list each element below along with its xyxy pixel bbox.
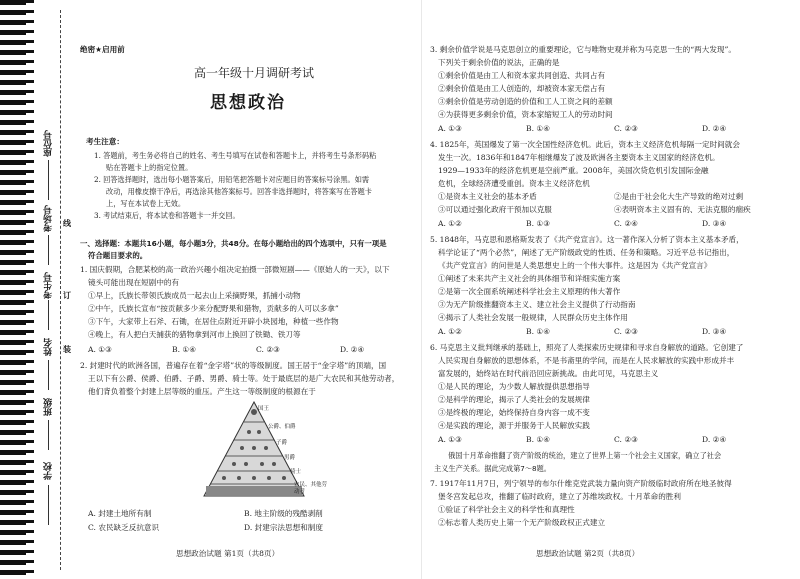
- page-right: [426, 0, 794, 579]
- barcode-stripes: [0, 0, 26, 579]
- section-header-cont: 符合题目要求的。: [88, 251, 148, 260]
- exam-room-label: 考场号: [44, 205, 54, 232]
- q6-option-b[interactable]: B. ①④: [526, 435, 551, 444]
- note-line: 贴在答题卡上的指定位置。: [106, 163, 193, 172]
- q2-stem: 他们背负着整个封建上层等级的重压。产生这一等级制度的根源在于: [88, 387, 316, 396]
- q3-item: ①剩余价值是由工人和资本家共同创造、共同占有: [438, 71, 606, 80]
- seat-number-label: 座位号: [44, 130, 54, 157]
- q2-stem: 2. 封建时代的欧洲各国，普遍存在着“金字塔”状的等级制度。国王居于“金字塔”的顶端，国: [80, 361, 387, 370]
- q7-stem: 堡冬宫发起总攻，推翻了临时政府，建立了苏维埃政权。十月革命的胜利: [438, 492, 681, 501]
- q3-option-a[interactable]: A. ①③: [438, 124, 462, 133]
- passage-text: 主义生产关系。据此完成第7～8题。: [434, 464, 551, 473]
- q5-option-b[interactable]: B. ①④: [526, 327, 551, 336]
- q3-item: ②剩余价值是由工人创造的，却被资本家无偿占有: [438, 84, 606, 93]
- q1-option-a[interactable]: A. ①③: [88, 345, 112, 354]
- pyramid-label-peasants: 农民、其他劳动者: [294, 482, 328, 495]
- q4-item: ④表明资本主义固有的、无法克服的痼疾: [614, 205, 751, 214]
- q5-option-d[interactable]: D. ③④: [702, 327, 727, 336]
- q6-option-c[interactable]: C. ②③: [614, 435, 638, 444]
- page-footer: 思想政治试题 第1页（共8页）: [176, 549, 280, 558]
- q1-option-c[interactable]: C. ②③: [256, 345, 280, 354]
- subject-title: 思想政治: [210, 93, 286, 113]
- q4-stem: 1929—1933年的经济危机更是空前严重。2008年，美国次贷危机引发国际金融: [438, 166, 709, 175]
- q6-option-a[interactable]: A. ①③: [438, 435, 462, 444]
- q7-item: ②标志着人类历史上第一个无产阶级政权正式建立: [438, 518, 606, 527]
- q4-option-c[interactable]: C. ②④: [614, 219, 638, 228]
- q3-option-b[interactable]: B. ①④: [526, 124, 551, 133]
- exam-room-blank[interactable]: [48, 235, 49, 265]
- q4-item: ③可以通过强化政府干预加以克服: [438, 205, 552, 214]
- q7-item: ①验证了科学社会主义的科学性和真理性: [438, 505, 575, 514]
- q4-stem: 发生一次。1836年和1847年相继爆发了波及欧洲各主要资本主义国家的经济危机。: [438, 153, 720, 162]
- page-divider: [421, 0, 422, 579]
- note-line: 上，写在本试卷上无效。: [106, 199, 186, 208]
- q4-stem: 4. 1825年，英国爆发了第一次全国性经济危机。此后，资本主义经济危机每隔一定时间就会: [430, 140, 740, 149]
- note-line: 2. 回答选择题时，选出每小题答案后，用铅笔把答题卡对应题目的答案标号涂黑。如需: [94, 175, 370, 184]
- confidential-mark: 绝密★启用前: [80, 45, 125, 54]
- q1-item: ②中午，氏族长宣布“按贡献多少来分配野果和猎物，贡献多的人可以多拿”: [88, 304, 339, 313]
- q5-stem: 《共产党宣言》的问世是人类思想史上的一个伟大事件。这是因为《共产党宣言》: [438, 261, 712, 270]
- q6-item: ③是终极的理论，始终保持自身内容一成不变: [438, 408, 590, 417]
- note-line: 改动，用橡皮擦干净后，再选涂其他答案标号。回答非选择题时，将答案写在答题卡: [106, 187, 372, 196]
- q1-option-b[interactable]: B. ①④: [172, 345, 197, 354]
- student-number-blank[interactable]: [48, 300, 49, 330]
- q5-item: ③为无产阶级推翻资本主义、建立社会主义提供了行动指南: [438, 300, 636, 309]
- q4-item: ②是由于社会化大生产导致的绝对过剩: [614, 192, 744, 201]
- class-blank[interactable]: [48, 420, 49, 450]
- class-label: 班级: [44, 398, 54, 416]
- binding-dashed-line: [60, 10, 61, 570]
- q7-stem: 7. 1917年11月7日，列宁领导的布尔什维克党武装力量向资产阶级临时政府所在地圣彼得: [430, 479, 732, 488]
- q2-stem: 王以下有公爵、侯爵、伯爵、子爵、男爵、骑士等。处于最底层的是广大农民和其他劳动者，: [88, 374, 400, 383]
- q4-option-d[interactable]: D. ③④: [702, 219, 727, 228]
- binding-mark-pack: 装: [63, 344, 71, 354]
- q6-item: ②是科学的理论，揭示了人类社会的发展规律: [438, 395, 590, 404]
- barcode-stripes-inner: [26, 0, 34, 579]
- q4-stem: 危机，全球经济遭受重创。资本主义经济危机: [438, 179, 590, 188]
- school-label: 学校: [44, 462, 54, 480]
- q3-item: ④为获得更多剩余价值，资本家缩短工人的劳动时间: [438, 110, 613, 119]
- q3-stem: 下列关于剩余价值的说法，正确的是: [438, 58, 560, 67]
- q5-item: ①阐述了未来共产主义社会的具体细节和详细实施方案: [438, 274, 621, 283]
- name-label: 姓名: [44, 338, 54, 356]
- pyramid-label-viscounts: 子爵: [276, 440, 288, 446]
- q5-stem: 5. 1848年，马克思和恩格斯发表了《共产党宣言》。这一著作深入分析了资本主义基本矛盾，: [430, 235, 744, 244]
- pyramid-label-dukes: 公爵、伯爵: [268, 424, 296, 430]
- q6-option-d[interactable]: D. ②④: [702, 435, 727, 444]
- q1-option-d[interactable]: D. ②④: [340, 345, 365, 354]
- q1-item: ①早上，氏族长带领氏族成员一起去山上采摘野果，抓捕小动物: [88, 291, 301, 300]
- q3-item: ③剩余价值是劳动创造的价值和工人工资之间的差额: [438, 97, 613, 106]
- q5-option-a[interactable]: A. ①②: [438, 327, 462, 336]
- seat-number-blank[interactable]: [48, 160, 49, 200]
- q6-item: ①是人民的理论，为少数人解放提供思想指导: [438, 382, 590, 391]
- q4-option-a[interactable]: A. ①②: [438, 219, 462, 228]
- pyramid-label-knights: 骑士: [290, 469, 302, 475]
- q3-option-c[interactable]: C. ②③: [614, 124, 638, 133]
- page-footer: 思想政治试题 第2页（共8页）: [536, 549, 640, 558]
- q3-stem: 3. 剩余价值学说是马克思创立的重要理论，它与唯物史观并称为马克思一生的“两大发现”。: [430, 45, 736, 54]
- passage-text: 俄国十月革命推翻了资产阶级的统治，建立了世界上第一个社会主义国家，确立了社会: [448, 451, 722, 460]
- student-number-label: 考生号: [44, 272, 54, 299]
- q1-stem: 1. 国庆假期，合肥某校的高一政治兴趣小组决定拍摄一部微短剧——《原始人的一天》，以下: [80, 265, 390, 274]
- school-blank[interactable]: [48, 485, 49, 525]
- note-line: 3. 考试结束后，将本试卷和答题卡一并交回。: [94, 211, 240, 220]
- q2-option-d[interactable]: D. 封建宗法思想和制度: [244, 523, 323, 532]
- q6-stem: 6. 马克思主义批判继承的基础上，照亮了人类探索历史规律和寻求自身解放的道路。它创建了: [430, 343, 744, 352]
- q6-stem: 人民实现自身解放的思想体系，不是书斋里的学问，而是在人民求解放的实践中形成并丰: [438, 356, 735, 365]
- q4-item: ①是资本主义社会的基本矛盾: [438, 192, 537, 201]
- q2-option-c[interactable]: C. 农民缺乏反抗意识: [88, 523, 160, 532]
- section-header: 一、选择题：本题共16小题，每小题3分，共48分。在每小题给出的四个选项中，只有一项是: [80, 239, 387, 248]
- q5-stem: 科学论证了“两个必然”，阐述了无产阶级政党的性质、任务和策略。习近平总书记指出，: [438, 248, 735, 257]
- q2-option-b[interactable]: B. 地主阶级的残酷剥削: [244, 509, 323, 518]
- q5-item: ②是第一次全面系统阐述科学社会主义原理的伟大著作: [438, 287, 621, 296]
- q1-item: ③下午，大家带上石斧、石锄，在居住点附近开辟小块园地，种植一些作物: [88, 317, 339, 326]
- q3-option-d[interactable]: D. ②④: [702, 124, 727, 133]
- q5-option-c[interactable]: C. ②③: [614, 327, 638, 336]
- exam-title: 高一年级十月调研考试: [194, 66, 315, 80]
- notes-title: 考生注意：: [86, 137, 124, 146]
- page-left: [76, 0, 420, 579]
- q2-option-a[interactable]: A. 封建土地所有制: [88, 509, 152, 518]
- binding-margin: [0, 0, 72, 579]
- binding-mark-line: 线: [63, 218, 71, 228]
- q6-stem: 富发展的，始终站在时代前沿回应新挑战。由此可见，马克思主义: [438, 369, 659, 378]
- pyramid-label-barons: 男爵: [284, 455, 296, 461]
- q6-item: ④是实践的理论，源于并服务于人民解放实践: [438, 421, 590, 430]
- pyramid-label-king: 国王: [258, 406, 270, 412]
- q1-item: ④晚上，有人把白天捕获的猎物拿到河市上换回了铁锄、铁刀等: [88, 330, 301, 339]
- note-line: 1. 答题前，考生务必将自己的姓名、考生号填写在试卷和答题卡上，并将考生号条形码粘: [94, 151, 377, 160]
- q5-item: ④揭示了人类社会发展一般规律，人民群众历史主体作用: [438, 313, 628, 322]
- q1-stem: 镜头可能出现在短剧中的有: [88, 278, 180, 287]
- q4-option-b[interactable]: B. ①③: [526, 219, 551, 228]
- binding-mark-order: 订: [63, 290, 71, 300]
- name-blank[interactable]: [48, 360, 49, 390]
